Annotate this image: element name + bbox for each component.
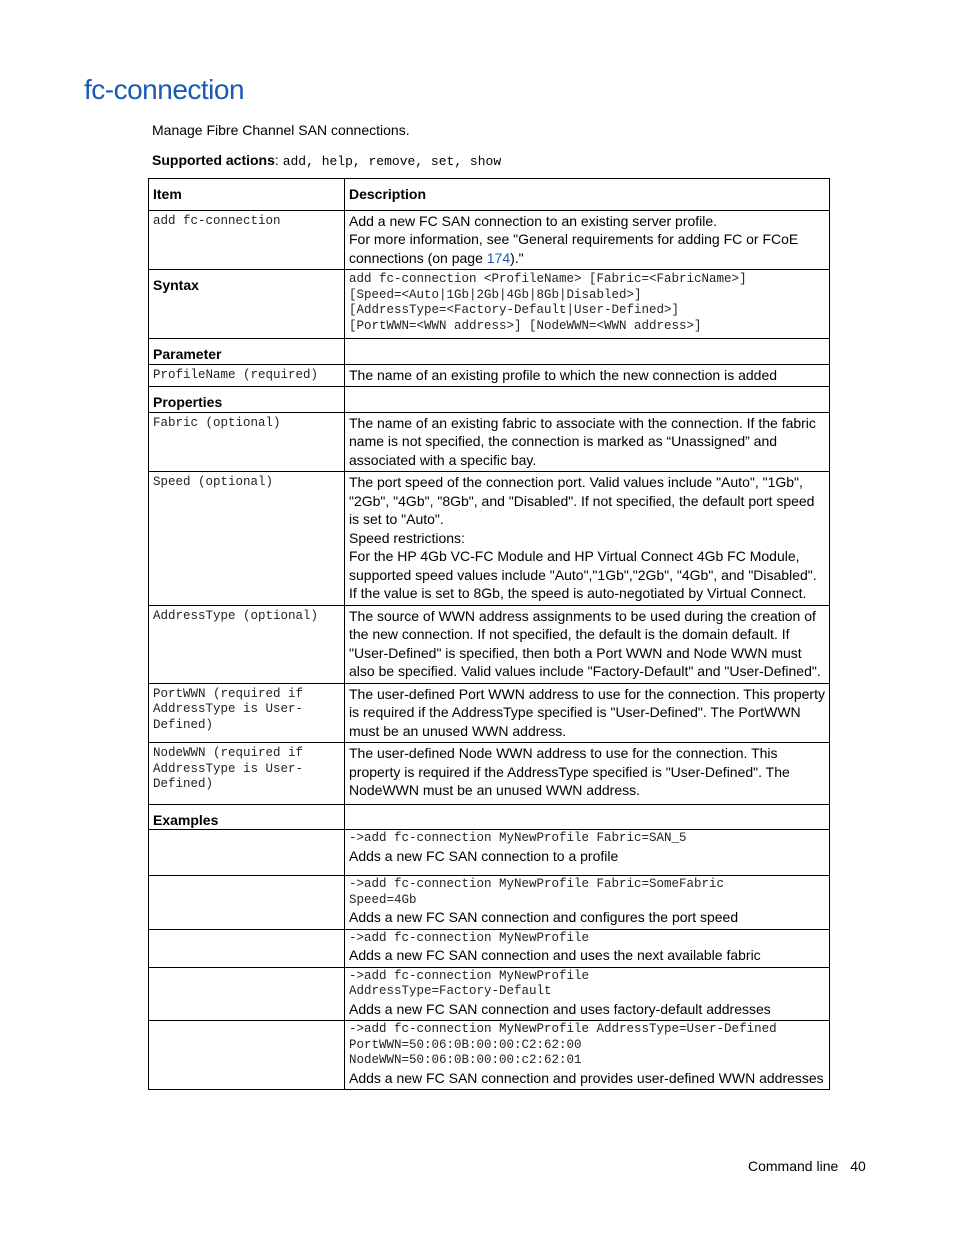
command-desc-line: Add a new FC SAN connection to an existing server profile. xyxy=(349,212,718,229)
header-item: Item xyxy=(149,179,345,211)
examples-label: Examples xyxy=(149,804,345,830)
example-code: ->add fc-connection MyNewProfile AddressType=User-Defined xyxy=(349,1022,777,1036)
table-row-example xyxy=(149,830,830,876)
intro-text: Manage Fibre Channel SAN connections. xyxy=(152,122,410,138)
table-row-syntax xyxy=(149,270,830,339)
table-body xyxy=(149,210,830,1090)
example-code: ->add fc-connection MyNewProfile Fabric=SomeFabric xyxy=(349,877,725,891)
page-title: fc-connection xyxy=(84,74,245,105)
table-header-row xyxy=(149,179,830,211)
property-name: AddressType (optional) xyxy=(149,605,345,683)
header-description: Description xyxy=(345,179,830,211)
syntax-line: [AddressType=<Factory-Default|User-Defined>] xyxy=(349,303,680,317)
property-desc-para: For the HP 4Gb VC-FC Module and HP Virtual Connect 4Gb FC Module, supported speed values include "Auto","1Gb","2Gb", "4Gb", and "Disabled". If the value is set to 8Gb, the speed is auto-negotiated by Virtual Connect. xyxy=(349,548,817,601)
syntax-line: [PortWWN=<WWN address>] [NodeWWN=<WWN address>] xyxy=(349,318,702,333)
table-row-example xyxy=(149,929,830,967)
example-code: PortWWN=50:06:0B:00:00:C2:62:00 xyxy=(349,1037,582,1052)
table-row-properties-heading xyxy=(149,387,830,413)
example-code: ->add fc-connection MyNewProfile Fabric=SAN_5 xyxy=(349,831,687,845)
page-footer xyxy=(748,1158,866,1174)
example-empty xyxy=(149,1021,345,1090)
property-description xyxy=(345,412,830,472)
example-description: Adds a new FC SAN connection and configures the port speed xyxy=(349,909,739,925)
footer-page-number: 40 xyxy=(850,1158,866,1174)
table-row-property xyxy=(149,412,830,472)
examples-empty xyxy=(345,804,830,830)
table-row-examples-heading xyxy=(149,804,830,830)
table-row-property xyxy=(149,472,830,606)
example-cell xyxy=(345,876,830,930)
supported-actions-separator: : xyxy=(274,152,283,168)
property-name: Fabric (optional) xyxy=(149,412,345,472)
parameter-description: The name of an existing profile to which the new connection is added xyxy=(345,364,830,387)
example-code: NodeWWN=50:06:0B:00:00:c2:62:01 xyxy=(349,1053,582,1067)
example-description: Adds a new FC SAN connection and uses the next available fabric xyxy=(349,947,761,963)
property-desc-para: The port speed of the connection port. Valid values include "Auto", "1Gb", "2Gb", "4Gb", "8Gb", and "Disabled". If not specified, the default port speed is set to "Auto". xyxy=(349,474,815,527)
command-desc-post: )." xyxy=(510,249,524,266)
property-desc-para: The name of an existing fabric to associate with the connection. If the fabric name is not specified, the connection is marked as “Unassigned” and associated with a specific bay. xyxy=(349,414,816,468)
footer-section: Command line xyxy=(748,1158,839,1174)
page-link[interactable]: 174 xyxy=(486,249,511,266)
command-desc-pre: For more information, see "General requirements for adding FC or FCoE connections (on page xyxy=(349,231,799,266)
example-code: AddressType=Factory-Default xyxy=(349,984,552,998)
example-empty xyxy=(149,967,345,1021)
parameter-label: Parameter xyxy=(149,339,345,365)
example-cell xyxy=(345,1021,830,1090)
table-row-command xyxy=(149,210,830,270)
example-code: Speed=4Gb xyxy=(349,892,417,907)
command-name: add fc-connection xyxy=(149,210,345,270)
example-empty xyxy=(149,876,345,930)
command-desc-more xyxy=(349,230,825,267)
property-description xyxy=(345,472,830,606)
example-empty xyxy=(149,929,345,967)
parameter-empty xyxy=(345,339,830,365)
table-row-property xyxy=(149,743,830,805)
table-row-example xyxy=(149,876,830,930)
property-desc-para: The source of WWN address assignments to be used during the creation of the new connection. If not specified, the default is the domain default. If "User-Defined" is specified, then both a Port WWN and Node WWN must also be specified. Valid values include "Factory-Default" and "User-Defined". xyxy=(349,607,821,679)
example-cell xyxy=(345,929,830,967)
property-desc-para: Speed restrictions: xyxy=(349,529,465,546)
property-description xyxy=(345,605,830,683)
table-row-parameter xyxy=(149,364,830,387)
property-name: NodeWWN (required if AddressType is User-Defined) xyxy=(149,743,345,805)
example-cell xyxy=(345,967,830,1021)
parameter-name: ProfileName (required) xyxy=(149,364,345,387)
property-description xyxy=(345,683,830,743)
example-code: ->add fc-connection MyNewProfile xyxy=(349,930,590,945)
properties-label: Properties xyxy=(149,387,345,413)
property-desc-para: The user-defined Port WWN address to use for the connection. This property is required if the AddressType specified is "User-Defined". The PortWWN must be an unused WWN address. xyxy=(349,685,825,739)
supported-actions xyxy=(152,152,501,169)
example-description: Adds a new FC SAN connection to a profile xyxy=(349,847,619,864)
syntax-code xyxy=(345,270,830,339)
property-desc-para: The user-defined Node WWN address to use for the connection. This property is required if the AddressType specified is "User-Defined". The NodeWWN must be an unused WWN address. xyxy=(349,745,790,798)
syntax-line: [Speed=<Auto|1Gb|2Gb|4Gb|8Gb|Disabled>] xyxy=(349,287,642,302)
table-row-property xyxy=(149,605,830,683)
supported-actions-values: add, help, remove, set, show xyxy=(282,154,502,169)
syntax-label: Syntax xyxy=(149,270,345,339)
property-name: PortWWN (required if AddressType is User-Defined) xyxy=(149,683,345,743)
example-code: ->add fc-connection MyNewProfile xyxy=(349,968,590,983)
example-description: Adds a new FC SAN connection and provides user-defined WWN addresses xyxy=(349,1069,824,1086)
table-row-property xyxy=(149,683,830,743)
table-row-example xyxy=(149,967,830,1021)
table-row-example xyxy=(149,1021,830,1090)
supported-actions-label: Supported actions xyxy=(152,152,275,168)
property-description xyxy=(345,743,830,805)
example-description: Adds a new FC SAN connection and uses factory-default addresses xyxy=(349,1000,771,1017)
syntax-line: add fc-connection <ProfileName> [Fabric=<FabricName>] xyxy=(349,272,747,286)
command-description xyxy=(345,210,830,270)
property-name: Speed (optional) xyxy=(149,472,345,606)
example-empty xyxy=(149,830,345,876)
properties-empty xyxy=(345,387,830,413)
table-row-parameter-heading xyxy=(149,339,830,365)
command-table xyxy=(148,178,830,1090)
example-cell xyxy=(345,830,830,876)
